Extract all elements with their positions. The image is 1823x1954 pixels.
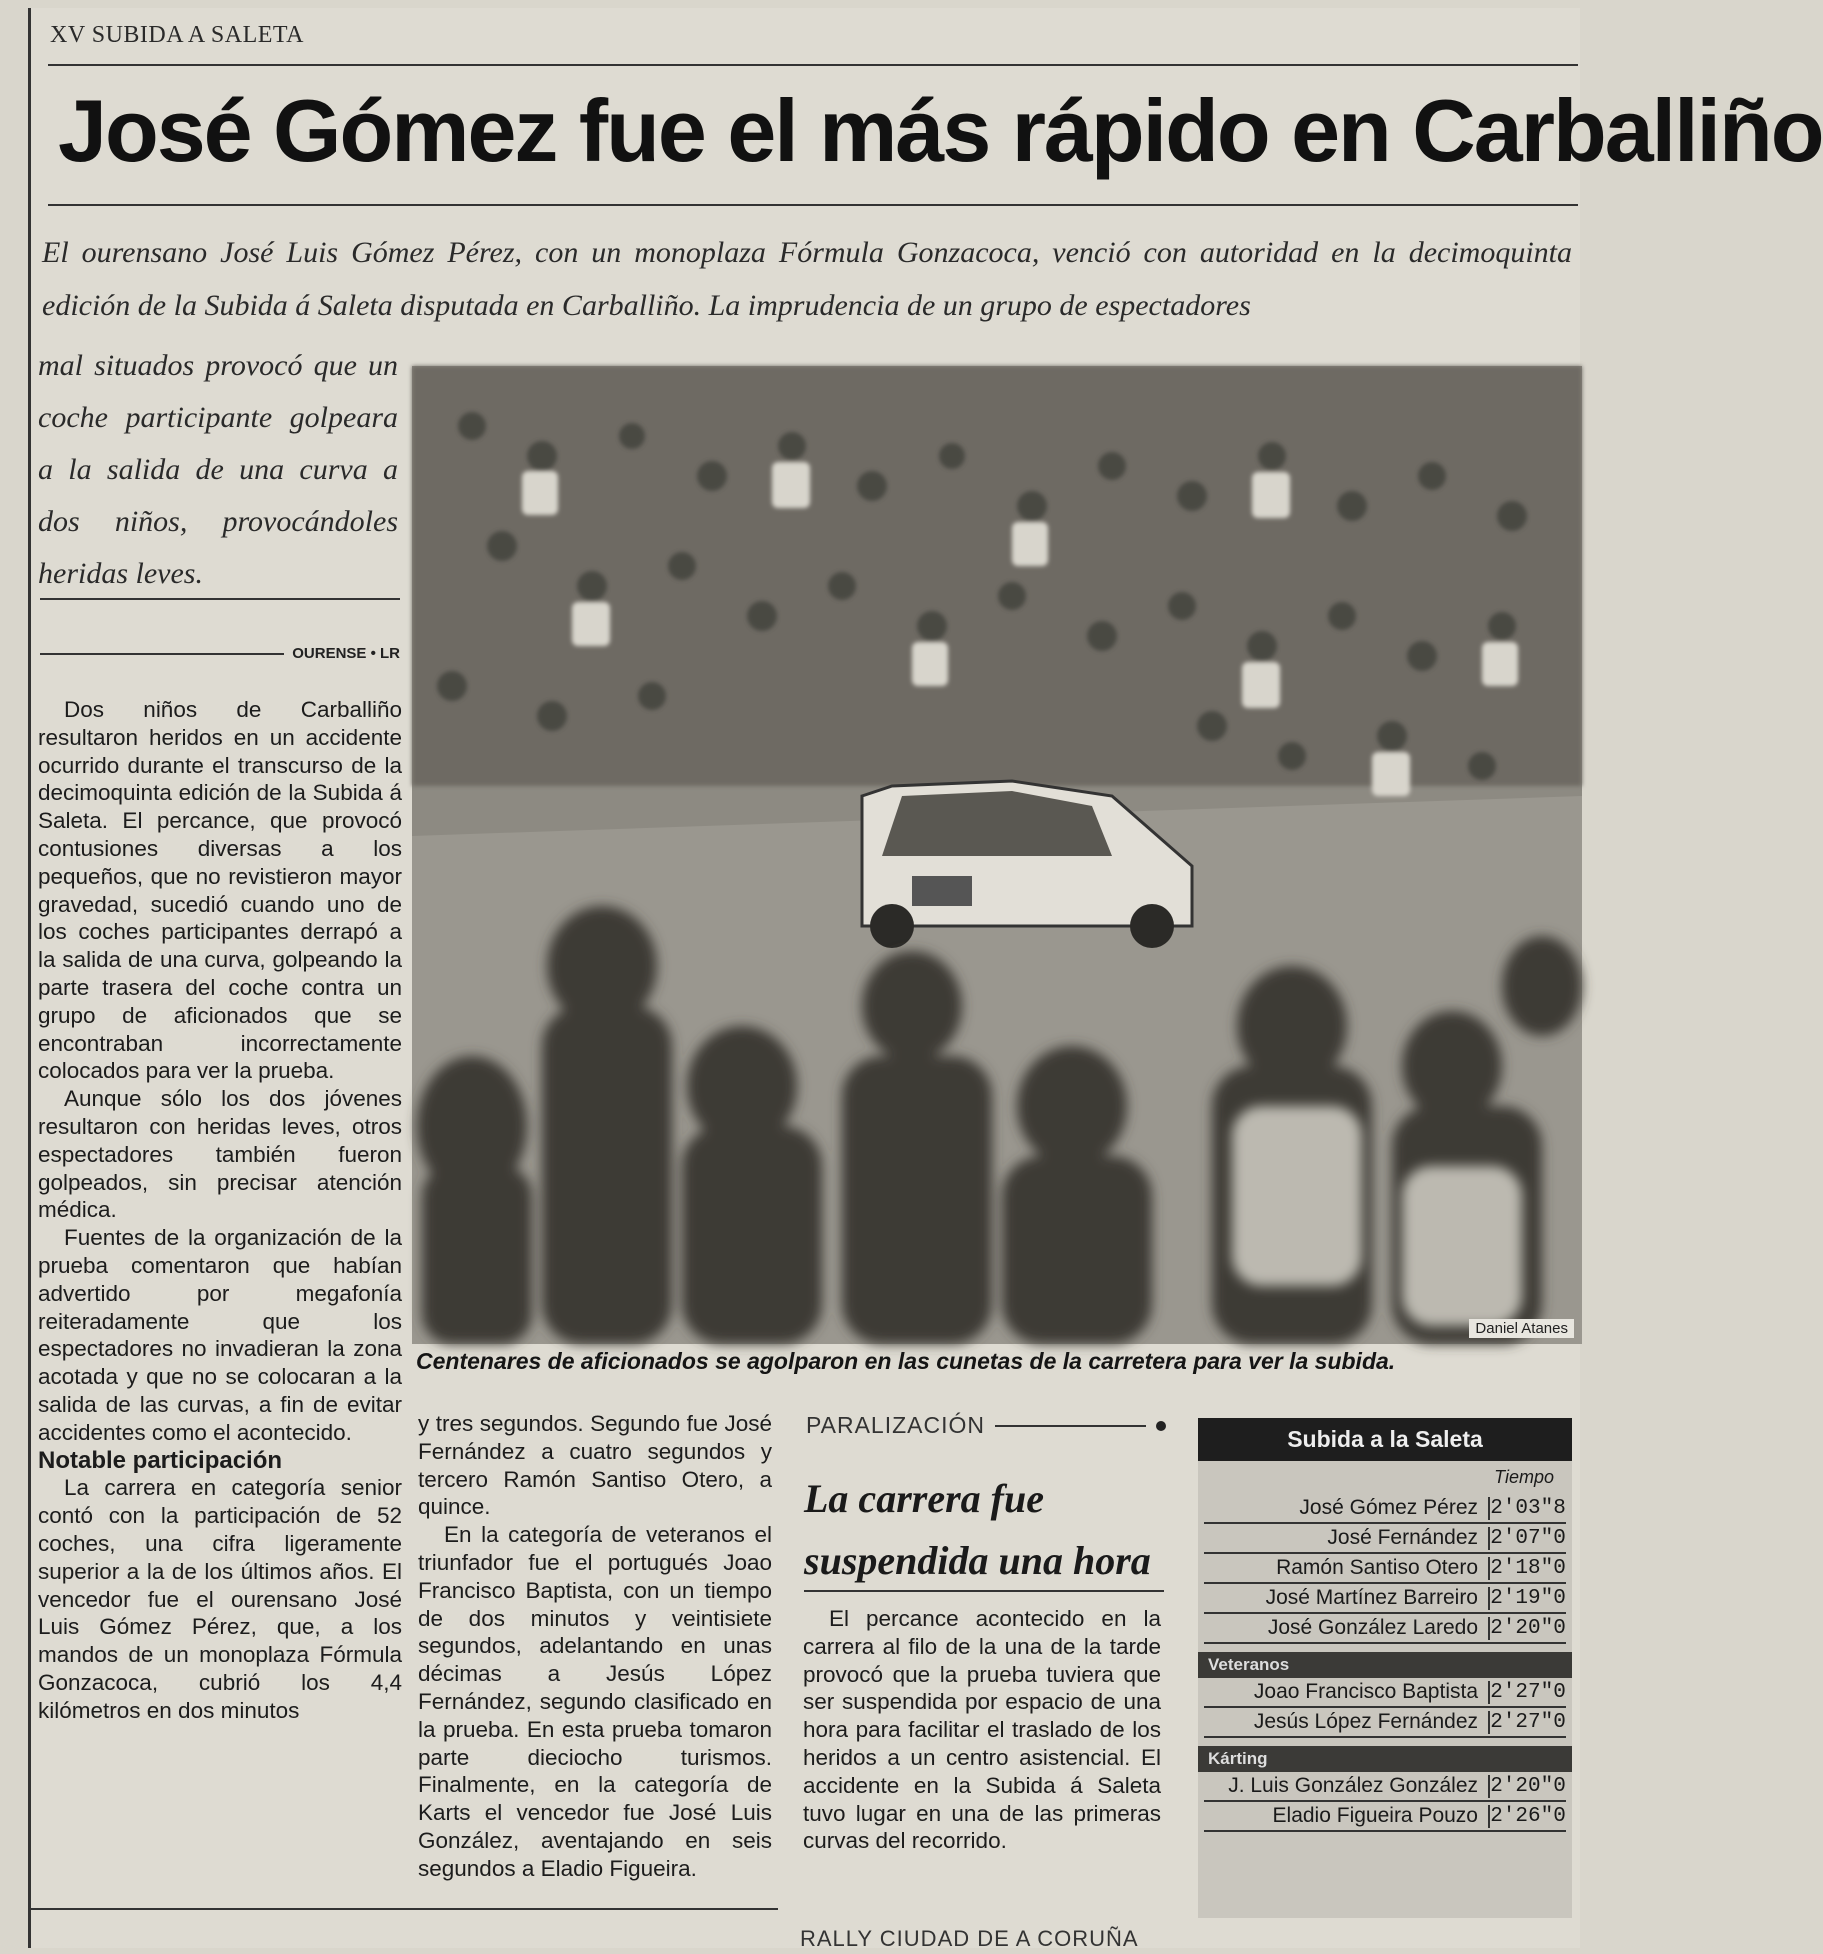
results-category-karting: Kárting [1198, 1746, 1572, 1772]
driver-time: 2'18"0 [1488, 1557, 1566, 1580]
results-row [1204, 1678, 1566, 1708]
sidebar-paragraph: El percance acontecido en la carrera al filo de la una de la tarde provocó que la prueba tuviera que ser suspendida por espacio de una hora para facilitar el traslado de los heridos a un centro asistencial. El accidente en la Subida á Saleta tuvo lugar en una de las primeras curvas del recorrido. [803, 1606, 1161, 1854]
article-column-2 [418, 1410, 772, 1883]
section-label: XV SUBIDA A SALETA [50, 22, 305, 48]
kicker-line [995, 1425, 1146, 1427]
driver-name: Ramón Santiso Otero [1276, 1556, 1478, 1579]
kicker-dot [1156, 1421, 1166, 1431]
photo-caption: Centenares de aficionados se agolparon en las cunetas de la carretera para ver la subida. [416, 1348, 1396, 1374]
bottom-rule [28, 1908, 778, 1910]
newspaper-page [28, 8, 1823, 1951]
byline-line [40, 653, 284, 655]
sidebar-kicker [806, 1412, 1166, 1439]
driver-name: José Martínez Barreiro [1265, 1586, 1478, 1609]
driver-time: 2'07"0 [1488, 1527, 1566, 1550]
results-category-veteranos: Veteranos [1198, 1652, 1572, 1678]
driver-name: J. Luis González González [1228, 1774, 1478, 1797]
driver-time: 2'03"8 [1488, 1497, 1566, 1520]
driver-name: Jesús López Fernández [1253, 1710, 1478, 1733]
driver-time: 2'20"0 [1488, 1617, 1566, 1640]
results-row [1204, 1772, 1566, 1802]
driver-time: 2'27"0 [1488, 1681, 1566, 1704]
lead-continuation: mal situados provocó que un coche participante golpeara a la salida de una curva a dos niños, provocándoles heridas leves. [38, 349, 398, 590]
article-paragraph: Dos niños de Carballiño resultaron heridos en un accidente ocurrido durante el transcurso de la decimoquinta edición de la Subida á Saleta. El percance, que provocó contusiones diversas a los pequeños, que no revistieron mayor gravedad, sucedió cuando uno de los coches participantes derrapó a la salida de una curva, golpeando la parte trasera del coche contra un grupo de aficionados que se encontraban incorrectamente colocados para ver la prueba. [38, 697, 402, 1084]
article-paragraph: En la categoría de veteranos el triunfador fue el portugués Joao Francisco Baptista, con un tiempo de dos minutos y veintisiete segundos, adelantando en unas décimas a Jesús López Fernández, segundo clasificado en la prueba. En esta prueba tomaron parte dieciocho turismos. Finalmente, en la categoría de Karts el vencedor fue José Luis González, aventajando en seis segundos a Eladio Figueira. [418, 1522, 772, 1881]
top-rule [48, 64, 1578, 66]
driver-time: 2'27"0 [1488, 1711, 1566, 1734]
article-subhead: Notable participación [38, 1446, 283, 1474]
headline: José Gómez fue el más rápido en Carballiño [58, 81, 1823, 180]
results-title: Subida a la Saleta [1198, 1418, 1572, 1461]
article-column-1 [38, 696, 402, 1724]
page-border [28, 8, 31, 1948]
photo-credit: Daniel Atanes [1469, 1319, 1574, 1338]
driver-name: Joao Francisco Baptista [1253, 1680, 1478, 1703]
results-row [1204, 1614, 1566, 1644]
results-time-header: Tiempo [1494, 1467, 1554, 1487]
driver-time: 2'19"0 [1488, 1587, 1566, 1610]
next-article-label: RALLY CIUDAD DE A CORUÑA [800, 1926, 1139, 1951]
sidebar-rule [804, 1590, 1164, 1592]
driver-name: José González Laredo [1267, 1616, 1478, 1639]
crowd-photo-illustration [412, 366, 1582, 1344]
driver-name: Eladio Figueira Pouzo [1272, 1804, 1478, 1827]
results-row [1204, 1554, 1566, 1584]
lead-rule [40, 598, 400, 600]
headline-rule [48, 204, 1578, 206]
race-photo [412, 366, 1582, 1344]
article-paragraph: Aunque sólo los dos jóvenes resultaron con heridas leves, otros espectadores también fueron golpeados, sin precisar atención médica. [38, 1086, 402, 1223]
results-table [1198, 1418, 1572, 1918]
lead-paragraph: El ourensano José Luis Gómez Pérez, con un monoplaza Fórmula Gonzacoca, venció con autoridad en la decimoquinta edición de la Subida á Saleta disputada en Carballiño. La imprudencia de un grupo de espectadores [42, 236, 1572, 322]
sidebar-body [803, 1605, 1161, 1855]
results-row [1204, 1802, 1566, 1832]
results-row [1204, 1524, 1566, 1554]
article-paragraph: Fuentes de la organización de la prueba comentaron que habían advertido por megafonía reiteradamente que los espectadores no invadieran la zona acotada y que no se colocaran a la salida de las curvas, a fin de evitar accidentes como el acontecido. [38, 1225, 402, 1445]
driver-time: 2'26"0 [1488, 1805, 1566, 1828]
byline [40, 645, 400, 662]
article-paragraph: y tres segundos. Segundo fue José Fernández a cuatro segundos y tercero Ramón Santiso Otero, a quince. [418, 1411, 772, 1520]
kicker-text: PARALIZACIÓN [806, 1412, 985, 1438]
driver-name: José Gómez Pérez [1299, 1496, 1478, 1519]
results-row [1204, 1494, 1566, 1524]
driver-time: 2'20"0 [1488, 1775, 1566, 1798]
article-paragraph: La carrera en categoría senior contó con la participación de 52 coches, una cifra ligeramente superior a la de los últimos años. El vencedor fue el ourensano José Luis Gómez Pérez, que, a los mandos de un monoplaza Fórmula Gonzacoca, cubrió los 4,4 kilómetros en dos minutos [38, 1475, 402, 1723]
driver-name: José Fernández [1327, 1526, 1478, 1549]
results-row [1204, 1584, 1566, 1614]
sidebar-title: La carrera fue suspendida una hora [804, 1476, 1151, 1583]
results-row [1204, 1708, 1566, 1738]
byline-text: OURENSE • LR [292, 645, 400, 662]
